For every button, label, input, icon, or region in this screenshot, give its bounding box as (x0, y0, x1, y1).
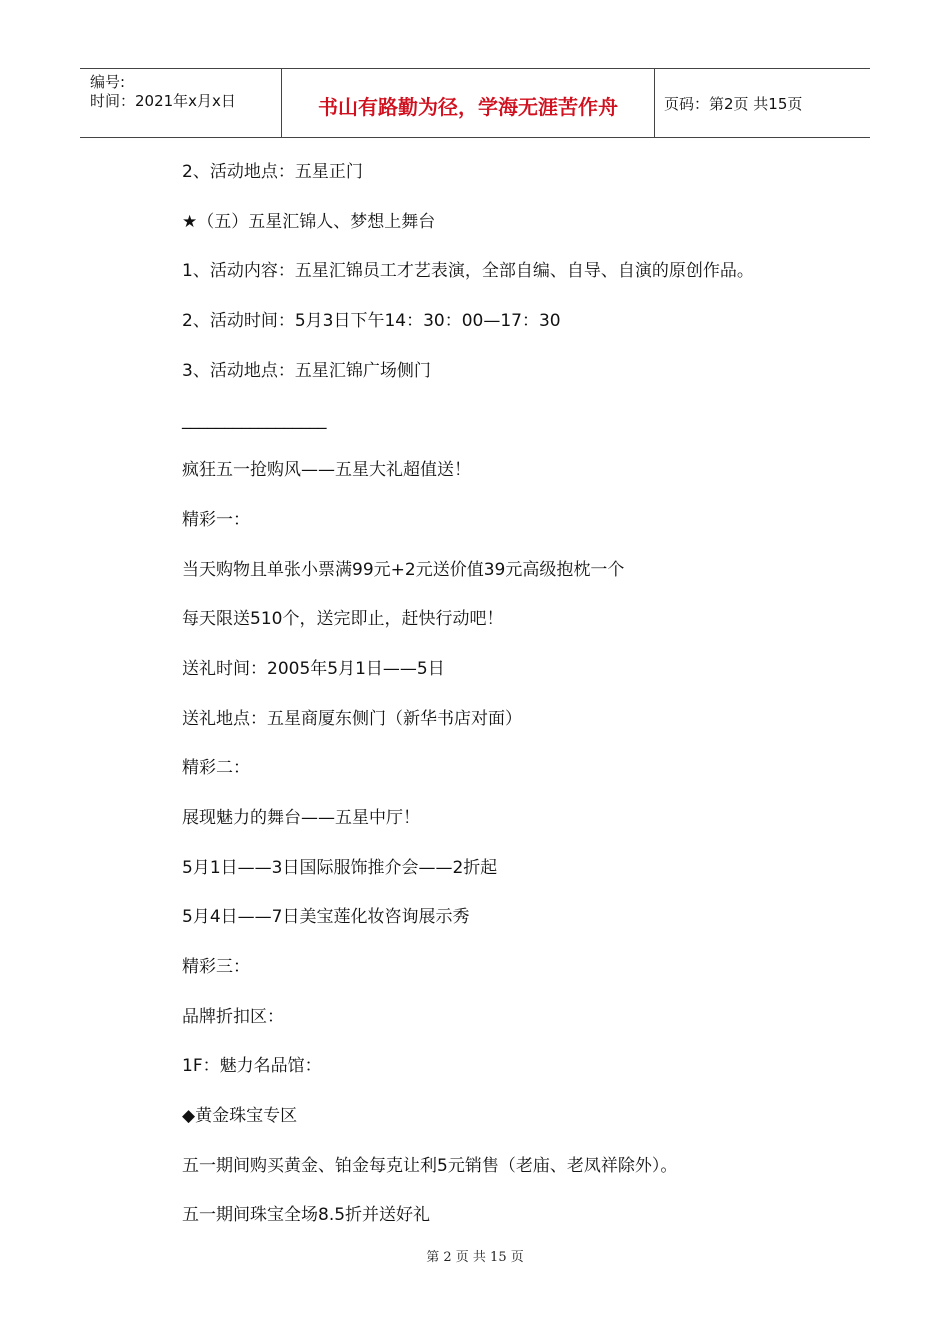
document-code-label: 编号: (90, 73, 126, 91)
text-line: 送礼地点：五星商厦东侧门（新华书店对面） (182, 708, 522, 729)
text-line: 当天购物且单张小票满99元+2元送价值39元高级抱枕一个 (182, 559, 625, 580)
text-line: 品牌折扣区： (182, 1006, 284, 1027)
text-line: 五一期间珠宝全场8.5折并送好礼 (182, 1205, 431, 1226)
text-line: 精彩三： (182, 957, 250, 977)
text-line: 5月1日——3日国际服饰推介会——2折起 (182, 857, 498, 878)
text-line: 精彩一： (182, 509, 250, 530)
page-footer: 第 2 页 共 15 页 (426, 1250, 524, 1265)
text-line: 五一期间购买黄金、铂金每克让利5元销售（老庙、老凤祥除外）。 (182, 1155, 678, 1176)
document-time-label: 时间：2021年x月x日 (90, 92, 236, 110)
section-heading: ◆黄金珠宝专区 (182, 1106, 298, 1127)
text-line: 每天限送510个，送完即止，赶快行动吧！ (182, 609, 504, 630)
section-heading: ★（五）五星汇锦人、梦想上舞台 (182, 211, 436, 232)
header-page-number: 页码：第2页 共15页 (664, 95, 803, 113)
text-line: 5月4日——7日美宝莲化妆咨询展示秀 (182, 907, 470, 928)
text-line: 1、活动内容：五星汇锦员工才艺表演，全部自编、自导、自演的原创作品。 (182, 261, 754, 282)
text-line: 精彩二： (182, 758, 250, 779)
text-line: 2、活动地点：五星正门 (182, 162, 363, 182)
header-motto: 书山有路勤为径，学海无涯苦作舟 (318, 95, 618, 119)
header-divider (654, 69, 655, 137)
page-header (80, 68, 870, 138)
document-body (182, 156, 882, 1249)
text-line: 1F：魅力名品馆： (182, 1056, 322, 1077)
separator-line: _________________ (182, 410, 327, 431)
text-line: 送礼时间：2005年5月1日——5日 (182, 658, 445, 679)
text-line: 2、活动时间：5月3日下午14：30：00—17：30 (182, 311, 561, 332)
text-line: 3、活动地点：五星汇锦广场侧门 (182, 360, 431, 381)
promo-title: 疯狂五一抢购风——五星大礼超值送！ (182, 460, 471, 481)
text-line: 展现魅力的舞台——五星中厅！ (182, 807, 420, 828)
